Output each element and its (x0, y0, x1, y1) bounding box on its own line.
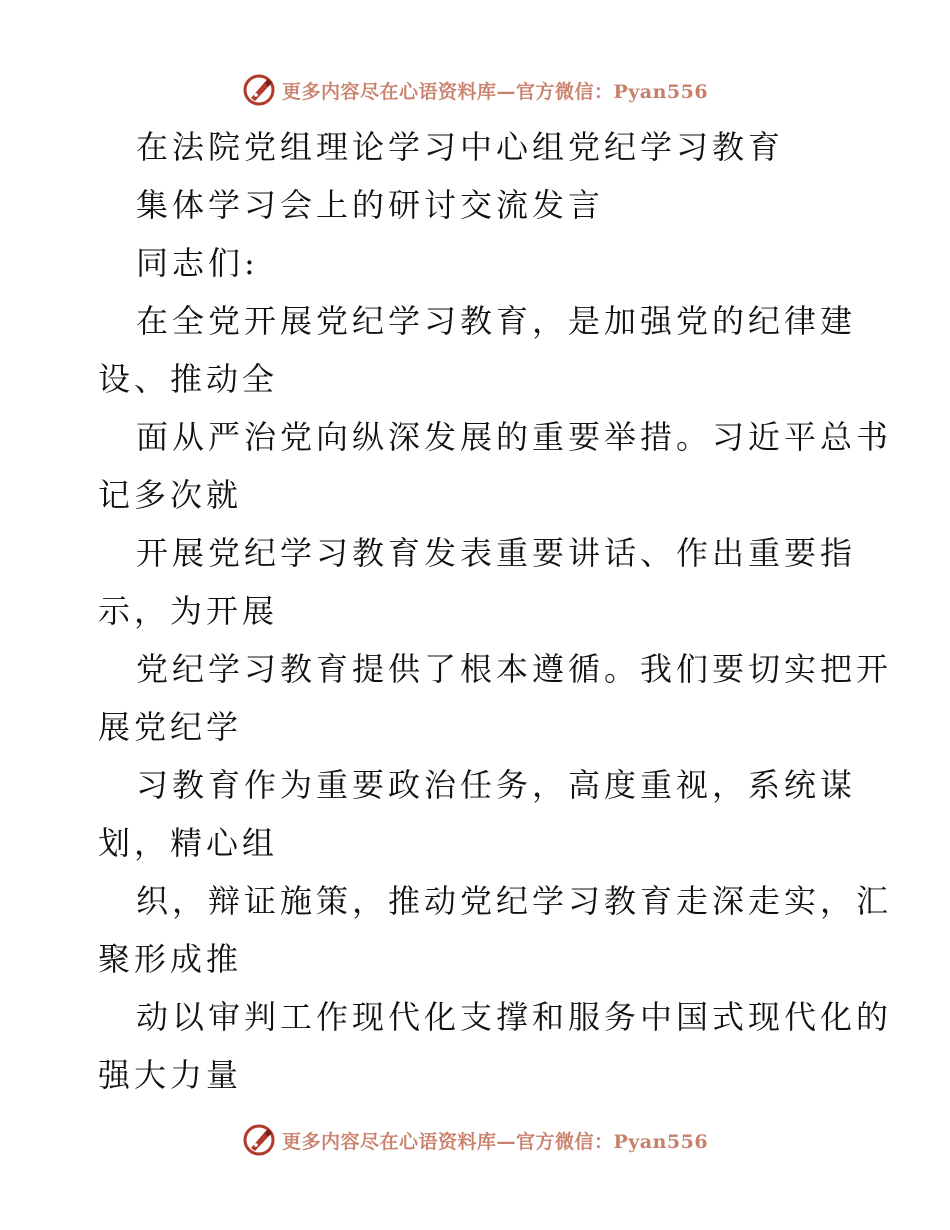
watermark-text: 更多内容尽在心语资料库—官方微信：Pyan556 (281, 80, 709, 103)
document-title-line: 在法院党组理论学习中心组党纪学习教育 (136, 128, 785, 166)
paragraph-line: 聚形成推 (98, 940, 243, 978)
document-title-line: 集体学习会上的研讨交流发言 (136, 186, 605, 224)
paragraph-line: 动以审判工作现代化支撑和服务中国式现代化的 (136, 998, 893, 1036)
paragraph-line: 面从严治党向纵深发展的重要举措。习近平总书 (136, 418, 893, 456)
paragraph-line: 开展党纪学习教育发表重要讲话、作出重要指 (136, 534, 857, 572)
paragraph-line: 强大力量 (98, 1056, 243, 1094)
paragraph-line: 展党纪学 (98, 708, 243, 746)
paragraph-line: 党纪学习教育提供了根本遵循。我们要切实把开 (136, 650, 893, 688)
paragraph-line: 设、推动全 (98, 360, 279, 398)
footer-watermark-banner (0, 1120, 950, 1160)
paragraph-line: 同志们: (136, 244, 259, 282)
document-body (98, 118, 893, 1104)
paragraph-line: 在全党开展党纪学习教育，是加强党的纪律建 (136, 302, 857, 340)
watermark-text: 更多内容尽在心语资料库—官方微信：Pyan556 (281, 1130, 709, 1153)
pen-nib-circle-icon (242, 73, 276, 107)
paragraph-line: 习教育作为重要政治任务，高度重视，系统谋 (136, 766, 857, 804)
paragraph-line: 织，辩证施策，推动党纪学习教育走深走实，汇 (136, 882, 893, 920)
paragraph-line: 示，为开展 (98, 592, 279, 630)
header-watermark-banner (0, 70, 950, 110)
paragraph-line: 划，精心组 (98, 824, 279, 862)
pen-nib-circle-icon (242, 1123, 276, 1157)
paragraph-line: 记多次就 (98, 476, 243, 514)
